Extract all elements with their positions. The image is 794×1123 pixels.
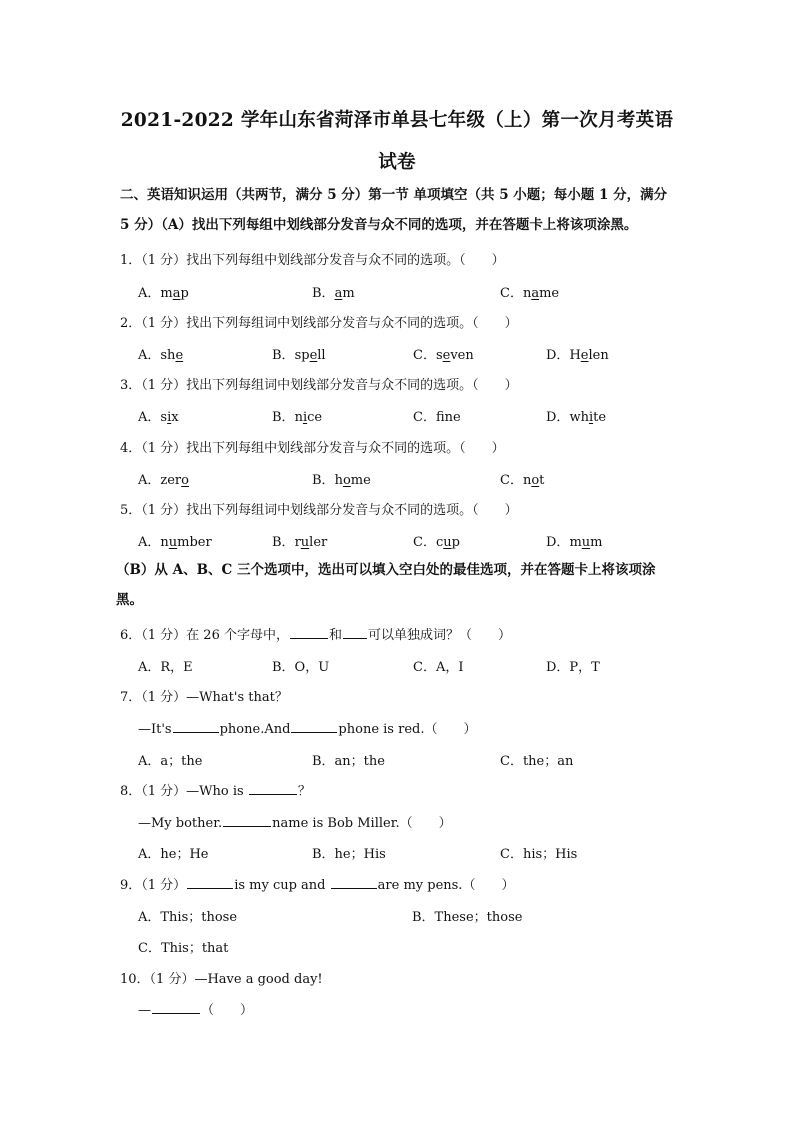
question-8-options: [138, 843, 738, 863]
question-5-option-b: B．ruler: [272, 535, 328, 550]
question-5-stem: 5．（1 分）找出下列每组词中划线部分发音与众不同的选项。（ ）: [120, 503, 518, 518]
question-8-stem: 8．（1 分）—Who is ？: [120, 780, 311, 799]
answer-blank: [331, 875, 377, 889]
question-4-option-a: A．zero: [138, 473, 189, 488]
question-4-option-c: C．not: [500, 473, 545, 488]
question-7-option-a: A．a；the: [138, 754, 203, 769]
question-1-option-b: B．am: [312, 286, 355, 301]
section-b-header: [116, 555, 686, 615]
question-9-options-row1: [138, 906, 738, 926]
answer-blank: [223, 813, 271, 827]
question-6-stem: 6．（1 分）在 26 个字母中， 和 可以单独成词？（ ）: [120, 624, 511, 643]
question-5-option-a: A．number: [138, 535, 212, 550]
section-b-line1: （B）从 A、B、C 三个选项中，选出可以填入空白处的最佳选项，并在答题卡上将该项涂: [116, 562, 656, 578]
question-1-stem: 1．（1 分）找出下列每组中划线部分发音与众不同的选项。（ ）: [120, 253, 505, 268]
question-4-options: [138, 469, 738, 489]
question-6-option-c: C．A，I: [413, 660, 464, 675]
question-9-options-row2: [138, 937, 738, 957]
question-1-option-c: C．name: [500, 286, 560, 301]
section-two-header: [120, 180, 680, 240]
question-5-options: [138, 531, 738, 551]
question-8-line2: —My bother. name is Bob Miller.（ ）: [138, 812, 452, 831]
question-8-option-c: C．his；His: [500, 847, 578, 862]
question-5-option-c: C．cup: [413, 535, 460, 550]
question-5-option-d: D．mum: [546, 535, 603, 550]
question-6-option-a: A．R，E: [138, 660, 193, 675]
question-3-options: [138, 406, 738, 426]
question-3-option-c: C．fne: [413, 410, 461, 425]
question-4-stem: 4．（1 分）找出下列每组中划线部分发音与众不同的选项。（ ）: [120, 441, 505, 456]
question-6-options: [138, 656, 738, 676]
answer-blank: [249, 781, 297, 795]
question-8-option-a: A．he；He: [138, 847, 209, 862]
answer-blank: [152, 1000, 200, 1014]
question-3-option-d: D．white: [546, 410, 607, 425]
section-b-line2: 黑。: [116, 592, 143, 608]
question-10-stem: 10．（1 分）—Have a good day!: [120, 972, 323, 987]
question-7-option-c: C．the；an: [500, 754, 574, 769]
question-2-options: [138, 344, 738, 364]
question-1-option-a: A．map: [138, 286, 189, 301]
section-two-line2: 5 分）（A）找出下列每组中划线部分发音与众不同的选项，并在答题卡上将该项涂黑。: [120, 217, 638, 233]
question-3-option-a: A．six: [138, 410, 179, 425]
question-3-stem: 3．（1 分）找出下列每组词中划线部分发音与众不同的选项。（ ）: [120, 378, 518, 393]
exam-title-line1: 2021-2022 学年山东省菏泽市单县七年级（上）第一次月考英语: [120, 110, 674, 131]
section-two-line1: 二、英语知识运用（共两节，满分 5 分）第一节 单项填空（共 5 小题；每小题 1 分，满分: [120, 187, 668, 203]
answer-blank: [187, 875, 233, 889]
answer-blank: [291, 719, 337, 733]
question-7-options: [138, 750, 738, 770]
answer-blank: [343, 625, 367, 639]
question-6-option-b: B．O，U: [272, 660, 330, 675]
question-4-option-b: B．home: [312, 473, 371, 488]
question-10-line2: — （ ）: [138, 999, 253, 1018]
question-7-line2: —It's phone.And phone is red.（ ）: [138, 718, 476, 737]
answer-blank: [290, 625, 328, 639]
question-8-option-b: B．he；His: [312, 847, 386, 862]
question-9-stem: 9．（1 分） is my cup and are my pens.（ ）: [120, 874, 514, 893]
question-2-option-c: C．seven: [413, 348, 474, 363]
question-1-options: [138, 282, 738, 302]
question-9-option-b: B．These；those: [412, 910, 523, 925]
question-3-option-b: B．nice: [272, 410, 323, 425]
question-7-option-b: B．an；the: [312, 754, 385, 769]
question-7-stem: 7．（1 分）—What's that？: [120, 690, 288, 705]
question-2-stem: 2．（1 分）找出下列每组词中划线部分发音与众不同的选项。（ ）: [120, 316, 518, 331]
question-2-option-b: B．spell: [272, 348, 326, 363]
question-9-option-a: A．This；those: [138, 910, 238, 925]
question-6-option-d: D．P，T: [546, 660, 600, 675]
question-9-option-c: C．This；that: [138, 941, 229, 956]
question-2-option-d: D．Helen: [546, 348, 609, 363]
exam-title-line2: 试卷: [378, 152, 416, 173]
question-2-option-a: A．she: [138, 348, 184, 363]
answer-blank: [173, 719, 219, 733]
